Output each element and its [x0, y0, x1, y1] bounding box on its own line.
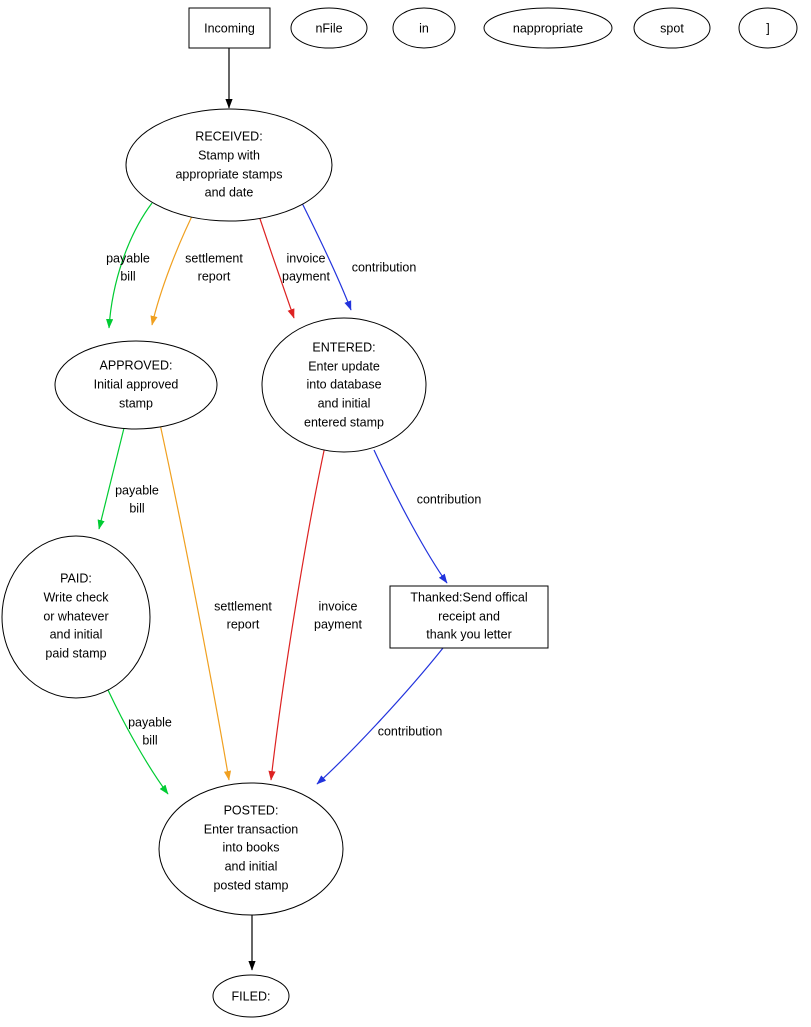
- node-label-line: and initial: [224, 859, 278, 874]
- edge-entered-posted-invoice: [271, 446, 362, 780]
- edge-label-line: contribution: [416, 492, 482, 507]
- edge-label-line: bill: [142, 733, 158, 748]
- node-label-line: thank you letter: [426, 627, 512, 642]
- node-label-line: Write check: [43, 590, 109, 605]
- node-incoming[interactable]: [189, 8, 270, 48]
- node-label-line: APPROVED:: [99, 358, 173, 373]
- node-label-line: FILED:: [231, 989, 271, 1004]
- node-label-line: appropriate stamps: [175, 167, 283, 182]
- node-label-line: Stamp with: [198, 148, 260, 163]
- node-label-line: into database: [306, 377, 382, 392]
- edge-label-line: payment: [314, 617, 362, 632]
- edge-label-line: payable: [115, 483, 159, 498]
- node-label-line: ]: [766, 21, 770, 36]
- node-label-line: PAID:: [60, 571, 92, 586]
- edge-received-approved-settlement: [152, 208, 243, 325]
- node-label-line: Incoming: [204, 21, 255, 36]
- node-label-line: Thanked:Send offical: [410, 590, 528, 605]
- node-label-line: stamp: [118, 396, 154, 411]
- node-received[interactable]: [126, 109, 332, 221]
- node-label-line: Enter transaction: [203, 822, 299, 837]
- edge-paid-posted-payable: [103, 679, 172, 794]
- edge-label-line: payable: [128, 715, 172, 730]
- edge-label-line: payable: [106, 251, 150, 266]
- node-label-line: spot: [660, 21, 684, 36]
- edge-entered-thanked-contribution: [374, 450, 481, 583]
- edge-label-line: bill: [129, 501, 145, 516]
- node-entered[interactable]: [262, 318, 426, 452]
- node-nappropriate[interactable]: [484, 8, 612, 48]
- edge-label-line: contribution: [351, 260, 417, 275]
- node-label-line: and initial: [49, 627, 103, 642]
- node-label-line: paid stamp: [45, 646, 107, 661]
- node-bracket[interactable]: [739, 8, 797, 48]
- node-label-line: into books: [222, 840, 280, 855]
- node-nfile[interactable]: [291, 8, 367, 48]
- node-spot[interactable]: [634, 8, 710, 48]
- node-label-line: Initial approved: [93, 377, 179, 392]
- edge-label-line: report: [197, 269, 231, 284]
- node-label-line: in: [419, 21, 429, 36]
- node-paid[interactable]: [2, 536, 150, 698]
- node-thanked[interactable]: [390, 586, 548, 648]
- node-filed[interactable]: [213, 975, 289, 1017]
- node-label-line: and initial: [317, 396, 371, 411]
- node-label-line: entered stamp: [304, 415, 384, 430]
- node-label-line: or whatever: [43, 609, 109, 624]
- node-label-line: nappropriate: [512, 21, 584, 36]
- edge-label-line: settlement: [214, 599, 272, 614]
- edge-label-line: invoice: [318, 599, 358, 614]
- edge-received-entered-invoice: [256, 207, 330, 318]
- edge-approved-posted-settlement: [160, 424, 272, 780]
- edge-label-line: payment: [282, 269, 330, 284]
- edge-thanked-posted-contribution: [317, 648, 443, 784]
- node-posted[interactable]: [159, 783, 343, 915]
- node-approved[interactable]: [55, 341, 217, 429]
- node-label-line: receipt and: [438, 609, 500, 624]
- node-label-line: ENTERED:: [312, 340, 376, 355]
- edge-label-line: settlement: [185, 251, 243, 266]
- node-label-line: Enter update: [308, 359, 380, 374]
- node-label-line: RECEIVED:: [195, 129, 263, 144]
- edge-label-line: contribution: [377, 724, 443, 739]
- node-label-line: nFile: [315, 21, 343, 36]
- edge-label-line: bill: [120, 269, 136, 284]
- edge-received-approved-payable: [106, 203, 152, 328]
- node-in[interactable]: [393, 8, 455, 48]
- nodes-layer: [2, 8, 797, 1017]
- node-label-line: POSTED:: [223, 803, 279, 818]
- edge-label-line: report: [226, 617, 260, 632]
- node-label-line: posted stamp: [213, 878, 289, 893]
- edge-label-line: invoice: [286, 251, 326, 266]
- edge-approved-paid-payable: [99, 424, 159, 529]
- node-label-line: and date: [204, 185, 254, 200]
